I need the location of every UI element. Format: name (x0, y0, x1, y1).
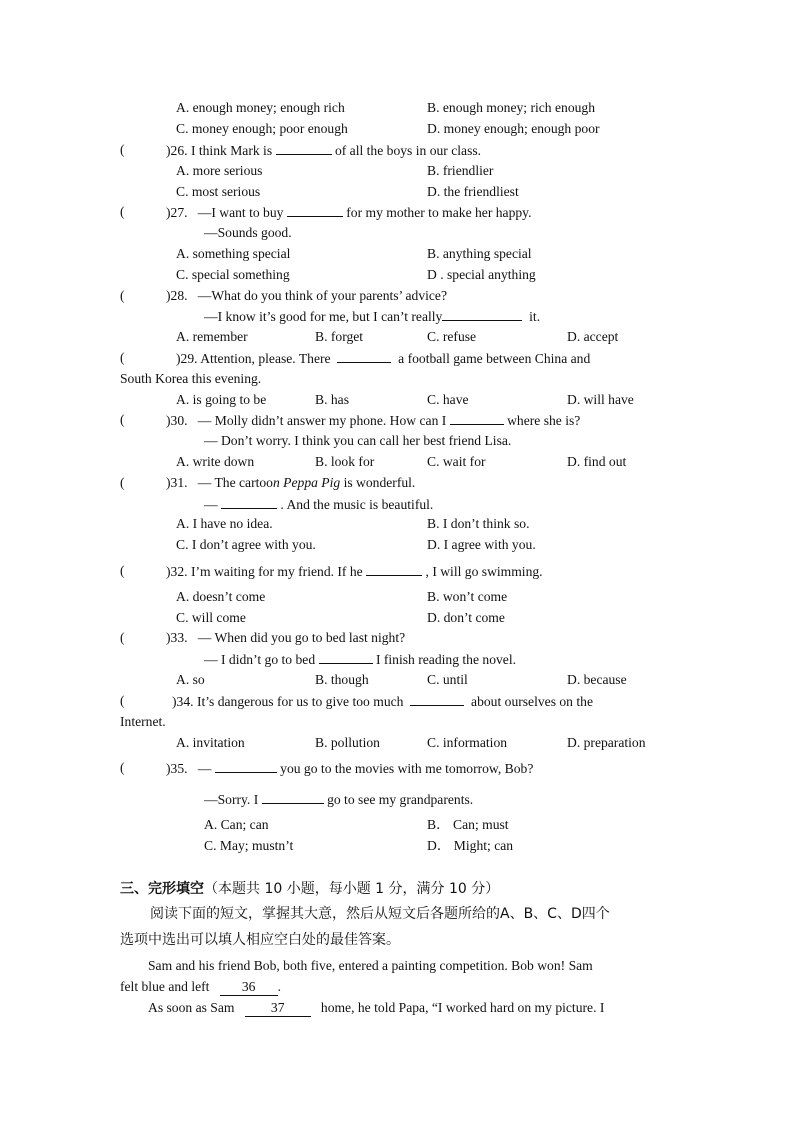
q32-question (166, 563, 543, 580)
q30-line1-post: where she is? (507, 413, 581, 428)
q29-stem-line2: South Korea this evening. (120, 371, 262, 386)
q35-line1-pre: — (197, 761, 212, 776)
q27-line2: —Sounds good. (204, 225, 292, 240)
q30-question (166, 412, 580, 429)
q33-answer-blank[interactable] (319, 651, 373, 664)
q35-option-c: C. May; mustn’t (204, 838, 294, 853)
q32-number: )32. (166, 564, 188, 579)
q33-option-b: B. though (315, 672, 369, 687)
section3-title-bold: 三、完形填空 (120, 881, 204, 897)
q34-answer-blank[interactable] (410, 693, 464, 706)
q26-option-b: B. friendlier (427, 163, 494, 178)
q30-number: )30. (166, 413, 188, 428)
q33-option-d: D. because (567, 672, 627, 687)
q28-question (166, 288, 447, 304)
q35-option-b: B． Can; must (427, 817, 509, 832)
q27-paren-open: ( (120, 204, 125, 219)
q30-paren-open: ( (120, 412, 125, 427)
q31-question (166, 475, 415, 491)
q34-stem-pre: It’s dangerous for us to give too much (196, 694, 404, 709)
q30-option-b: B. look for (315, 454, 375, 469)
passage-p2-post: home, he told Papa, “I worked hard on my picture. I (320, 1000, 605, 1015)
cloze-blank-36[interactable]: 36 (220, 979, 278, 996)
q27-option-a: A. something special (176, 246, 291, 261)
q33-option-a: A. so (176, 672, 205, 687)
q26-paren-open: ( (120, 142, 125, 157)
q35-paren-open: ( (120, 760, 125, 775)
q26-stem-pre: I think Mark is (190, 143, 273, 158)
q32-option-d: D. don’t come (427, 610, 505, 625)
passage-p1-line2-pre: felt blue and left (120, 979, 210, 994)
q27-option-c: C. special something (176, 267, 290, 282)
q30-option-c: C. wait for (427, 454, 486, 469)
q28-option-b: B. forget (315, 329, 364, 344)
q29-question (176, 350, 590, 367)
q35-line2-post: go to see my grandparents. (327, 792, 474, 807)
q27-option-b: B. anything special (427, 246, 532, 261)
q29-option-c: C. have (427, 392, 469, 407)
passage-p1-line2 (120, 979, 281, 996)
q35-option-d: D． Might; can (427, 838, 514, 853)
q25-option-c: C. money enough; poor enough (176, 121, 348, 136)
q26-option-a: A. more serious (176, 163, 263, 178)
q25-option-a: A. enough money; enough rich (176, 100, 345, 115)
q30-option-a: A. write down (176, 454, 255, 469)
q32-stem-pre: I’m waiting for my friend. If he (190, 564, 363, 579)
section3-instruction-line1: 阅读下面的短文，掌握其大意，然后从短文后各题所给的A、B、C、D四个 (150, 906, 610, 922)
q32-paren-open: ( (120, 563, 125, 578)
q28-line2-pre: —I know it’s good for me, but I can’t really (204, 309, 443, 324)
q28-option-c: C. refuse (427, 329, 477, 344)
q26-question (166, 142, 481, 159)
q31-option-d: D. I agree with you. (427, 537, 536, 552)
q26-option-d: D. the friendliest (427, 184, 519, 199)
q31-line2-pre: — (204, 497, 218, 512)
q35-question (166, 760, 533, 777)
q30-line2: — Don’t worry. I think you can call her best friend Lisa. (204, 433, 512, 448)
q34-number: )34. (172, 694, 194, 709)
q28-option-d: D. accept (567, 329, 619, 344)
q30-line1-pre: — Molly didn’t answer my phone. How can I (197, 413, 447, 428)
q29-stem-pre: Attention, please. There (200, 351, 331, 366)
q34-option-d: D. preparation (567, 735, 646, 750)
passage-p1-line1: Sam and his friend Bob, both five, entered a painting competition. Bob won! Sam (148, 958, 593, 973)
q34-paren-open: ( (120, 693, 125, 708)
q35-line1-post: you go to the movies with me tomorrow, Bob? (280, 761, 534, 776)
q31-line1-pre: — The cartoo (197, 475, 273, 490)
q26-answer-blank[interactable] (276, 142, 332, 155)
q33-line2-post: I finish reading the novel. (375, 652, 517, 667)
cloze-blank-37[interactable]: 37 (245, 1000, 311, 1017)
q32-stem-post: , I will go swimming. (425, 564, 543, 579)
q35-answer-blank-2[interactable] (262, 791, 324, 804)
q29-paren-open: ( (120, 350, 125, 365)
q27-option-d: D . special anything (427, 267, 536, 282)
section3-title (120, 880, 499, 898)
q28-option-a: A. remember (176, 329, 248, 344)
q28-line2 (204, 308, 540, 325)
q31-line2 (204, 496, 433, 513)
q28-number: )28. (166, 288, 188, 303)
q32-option-a: A. doesn’t come (176, 589, 266, 604)
q35-number: )35. (166, 761, 188, 776)
q32-option-c: C. will come (176, 610, 246, 625)
q25-option-b: B. enough money; rich enough (427, 100, 596, 115)
q31-paren-open: ( (120, 475, 125, 490)
passage-p1-line2-post: . (277, 979, 282, 994)
q33-line2 (204, 651, 516, 668)
q29-number: )29. (176, 351, 198, 366)
q34-option-b: B. pollution (315, 735, 380, 750)
q31-line2-post: . And the music is beautiful. (280, 497, 434, 512)
q28-line2-post: it. (529, 309, 541, 324)
q29-stem-post: a football game between China and (398, 351, 591, 366)
q28-line1: —What do you think of your parents’ advice? (197, 288, 448, 303)
q31-line1-post: is wonderful. (340, 475, 416, 490)
q33-question (166, 630, 405, 646)
q31-line1-italic: n Peppa Pig (272, 475, 341, 490)
q26-stem-post: of all the boys in our class. (334, 143, 482, 158)
q30-answer-blank[interactable] (450, 412, 504, 425)
q31-option-c: C. I don’t agree with you. (176, 537, 316, 552)
passage-p2-line1 (148, 1000, 604, 1017)
q34-stem-post: about ourselves on the (471, 694, 593, 709)
q32-option-b: B. won’t come (427, 589, 508, 604)
q35-option-a: A. Can; can (204, 817, 269, 832)
q29-option-b: B. has (315, 392, 349, 407)
q33-line2-pre: — I didn’t go to bed (204, 652, 316, 667)
q31-number: )31. (166, 475, 188, 490)
q31-answer-blank[interactable] (221, 496, 277, 509)
section3-title-rest: （本题共 10 小题，每小题 1 分，满分 10 分） (204, 881, 500, 897)
q33-paren-open: ( (120, 630, 125, 645)
q27-answer-blank[interactable] (287, 204, 343, 217)
section3-instruction-line2: 选项中选出可以填人相应空白处的最佳答案。 (120, 932, 400, 948)
q35-line2-pre: —Sorry. I (204, 792, 259, 807)
q34-question (172, 693, 593, 710)
q25-option-d: D. money enough; enough poor (427, 121, 600, 136)
q34-stem-line2: Internet. (120, 714, 166, 729)
q27-line1-pre: —I want to buy (197, 205, 284, 220)
q27-number: )27. (166, 205, 188, 220)
q29-option-d: D. will have (567, 392, 634, 407)
q27-question (166, 204, 532, 221)
q34-option-a: A. invitation (176, 735, 245, 750)
q28-answer-blank[interactable] (442, 308, 522, 321)
q31-option-b: B. I don’t think so. (427, 516, 530, 531)
q26-option-c: C. most serious (176, 184, 261, 199)
q30-option-d: D. find out (567, 454, 627, 469)
q34-option-c: C. information (427, 735, 508, 750)
q31-option-a: A. I have no idea. (176, 516, 273, 531)
q29-answer-blank[interactable] (337, 350, 391, 363)
q27-line1-post: for my mother to make her happy. (346, 205, 532, 220)
passage-p2-pre: As soon as Sam (148, 1000, 235, 1015)
q33-line1: — When did you go to bed last night? (197, 630, 406, 645)
q28-paren-open: ( (120, 288, 125, 303)
q26-number: )26. (166, 143, 188, 158)
q35-answer-blank-1[interactable] (215, 760, 277, 773)
q33-number: )33. (166, 630, 188, 645)
q32-answer-blank[interactable] (366, 563, 422, 576)
q29-option-a: A. is going to be (176, 392, 267, 407)
q35-line2 (204, 791, 473, 808)
q33-option-c: C. until (427, 672, 468, 687)
